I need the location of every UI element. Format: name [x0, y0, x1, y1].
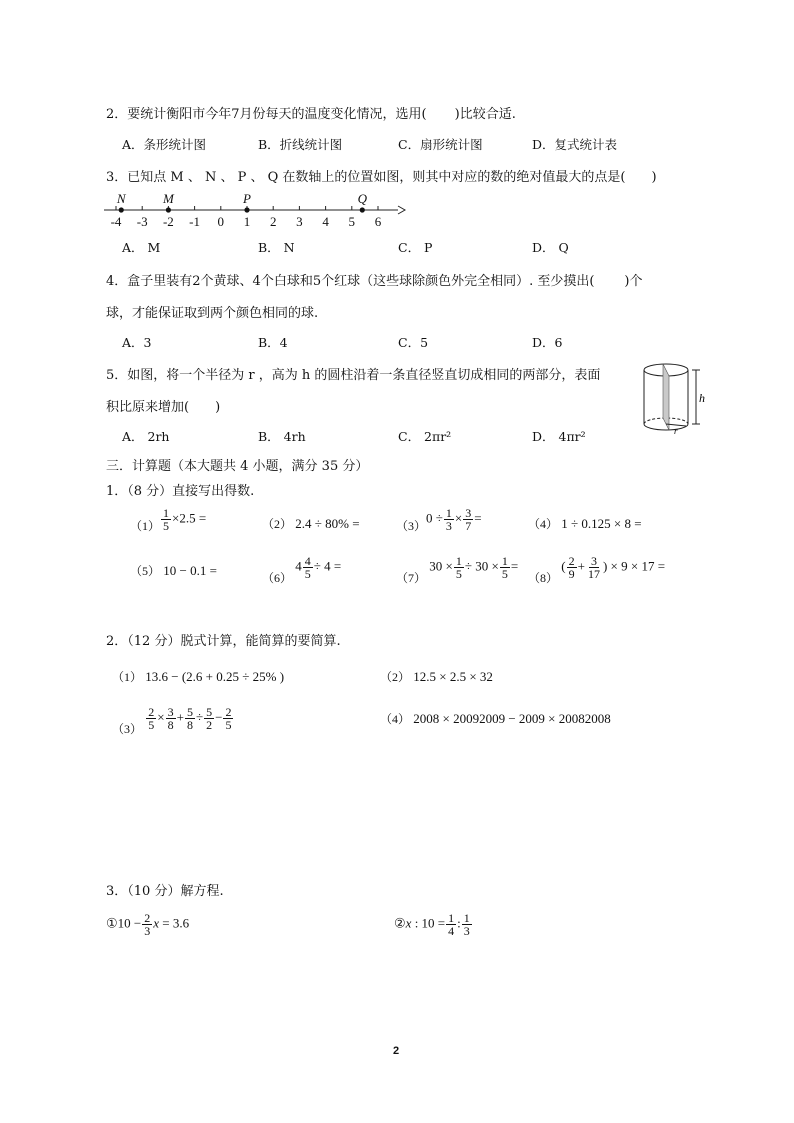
c1-item-6: （6） 4 $\frac{4}{5}$ ÷ 4 = — [262, 554, 342, 586]
q5-option-b[interactable]: B． 4rh — [258, 429, 306, 444]
number-line-tick-label: 6 — [374, 214, 382, 229]
q5-option-d[interactable]: D． 4πr² — [532, 429, 586, 444]
q4-option-b[interactable]: B．4 — [258, 335, 288, 350]
cylinder-height-label: h — [699, 391, 705, 405]
c2-item-1: （1） 13.6 − (2.6 + 0.25 ÷ 25% ) — [112, 669, 285, 684]
c1-item-1: （1） $\frac{1}{5}$ ×2.5 = — [130, 506, 207, 534]
c1-item-5-number: （5） — [130, 564, 161, 578]
number-line-tick-label: 0 — [217, 214, 225, 229]
q3-option-c[interactable]: C． P — [398, 240, 433, 255]
q4-option-a[interactable]: A．3 — [122, 335, 152, 350]
question-3-stem — [106, 166, 657, 185]
c2-item-3: （3） $\frac{2}{5}$ × $\frac{3}{8}$ + $\frac{5}{8}$ ÷ $\frac{5}{2}$ − $\frac{2}{5}$ — [112, 705, 232, 737]
q2-stem-end: )比较合适. — [454, 107, 516, 122]
number-line-arrow — [398, 206, 405, 214]
c2-item-3-number: （3） — [112, 722, 143, 737]
c3-equation-2: ②x : 10 = $\frac{1}{4}$ : $\frac{1}{3}$ — [394, 911, 470, 938]
question-2-stem — [106, 103, 516, 122]
c3-equation-2-number: ② — [394, 915, 406, 931]
question-5-stem: 5．如图，将一个半径为 r ，高为 h 的圆柱沿着一条直径竖直切成相同的两部分，表面 — [106, 368, 601, 383]
c1-item-2-number: （2） — [262, 517, 293, 531]
q3-stem-end: ) — [651, 170, 657, 185]
c2-title: 2．（12 分）脱式计算，能简算的要简算. — [106, 634, 341, 649]
q5-stem-text: 积比原来增加( — [106, 400, 190, 415]
c3-equation-1: ①10 − $\frac{2}{3}$ x = 3.6 — [106, 911, 190, 938]
q4-option-c[interactable]: C．5 — [398, 335, 429, 350]
c1-item-7-number: （7） — [396, 571, 427, 586]
c3-equation-1-number: ① — [106, 915, 118, 931]
cylinder-radius-label: r — [674, 426, 678, 436]
number-line-point-p — [244, 207, 249, 212]
c1-item-3: （3）0 ÷ $\frac{1}{3}$ × $\frac{3}{7}$ = — [396, 506, 482, 534]
q3-option-b[interactable]: B． N — [258, 240, 295, 255]
c2-item-2-number: （2） — [380, 670, 411, 684]
c1-item-5: （5） 10 − 0.1 = — [130, 563, 217, 578]
number-line-tick-label: -4 — [110, 214, 122, 229]
number-line-tick-label: -1 — [189, 214, 201, 229]
q2-option-a[interactable]: A．条形统计图 — [122, 137, 207, 152]
q2-option-c[interactable]: C．扇形统计图 — [398, 137, 483, 152]
q3-stem-text: 3．已知点 M 、 N 、 P 、 Q 在数轴上的位置如图，则其中对应的数的绝对值最大的点是( — [106, 170, 626, 185]
q4-stem-text: 4．盒子里装有2个黄球、4个白球和5个红球（这些球除颜色外完全相同）. 至少摸出( — [106, 274, 595, 289]
number-line-tick-label: 3 — [296, 214, 303, 229]
q3-option-d[interactable]: D． Q — [532, 240, 569, 255]
number-line-point-m — [166, 207, 171, 212]
number-line-tick-label: 4 — [322, 214, 329, 229]
c2-item-1-number: （1） — [112, 670, 143, 684]
c1-item-1-number: （1） — [130, 519, 161, 534]
q4-option-d[interactable]: D．6 — [532, 335, 563, 350]
number-line-point-label-q: Q — [357, 191, 367, 206]
c1-item-8: （8） ( $\frac{2}{9}$ + $\frac{3}{17}$ ) × 9 × 17 = — [528, 554, 666, 586]
page-number: 2 — [393, 1045, 400, 1057]
number-line-point-label-p: P — [243, 191, 251, 206]
q2-option-d[interactable]: D．复式统计表 — [532, 137, 618, 152]
q4-stem-line2: 球，才能保证取到两个颜色相同的球. — [106, 306, 319, 321]
c1-item-4-number: （4） — [528, 517, 559, 531]
c2-item-2: （2） 12.5 × 2.5 × 32 — [380, 669, 493, 684]
q5-stem-end: ) — [215, 400, 221, 415]
c1-item-6-number: （6） — [262, 571, 293, 586]
cylinder-figure — [636, 360, 716, 438]
c1-item-4: （4） 1 ÷ 0.125 × 8 = — [528, 516, 642, 531]
number-line-tick-label: 2 — [269, 214, 277, 229]
q3-option-a[interactable]: A． M — [122, 240, 161, 255]
number-line-tick-label: 1 — [243, 214, 251, 229]
c1-item-3-number: （3） — [396, 519, 427, 534]
q5-option-a[interactable]: A． 2rh — [122, 429, 170, 444]
q2-stem-text: 2．要统计衡阳市今年7月份每天的温度变化情况，选用( — [106, 107, 427, 122]
number-line-point-q — [360, 207, 365, 212]
number-line-point-label-n: N — [116, 191, 126, 206]
number-line-tick-label: -3 — [136, 214, 148, 229]
c1-item-7: （7） 30 × $\frac{1}{5}$ ÷ 30 × $\frac{1}{5}$ = — [396, 554, 519, 586]
section-3-title: 三．计算题（本大题共 4 小题，满分 35 分） — [106, 459, 369, 474]
q5-option-c[interactable]: C． 2πr² — [398, 429, 452, 444]
number-line-tick-label: -2 — [162, 214, 174, 229]
c1-item-2: （2） 2.4 ÷ 80% = — [262, 516, 360, 531]
c3-title: 3．（10 分）解方程. — [106, 884, 224, 899]
question-4-stem — [106, 270, 643, 289]
q2-option-b[interactable]: B．折线统计图 — [258, 137, 343, 152]
number-line-point-n — [119, 207, 124, 212]
number-line — [100, 188, 410, 232]
number-line-tick-label: 5 — [348, 214, 356, 229]
c1-title: 1．（8 分）直接写出得数. — [106, 484, 255, 499]
c1-item-8-number: （8） — [528, 571, 559, 586]
q4-stem-end: )个 — [624, 274, 643, 289]
number-line-point-label-m: M — [162, 191, 174, 206]
c2-item-4-number: （4） — [380, 712, 411, 726]
c2-item-4: （4） 2008 × 20092009 − 2009 × 20082008 — [380, 711, 611, 726]
question-5-stem-line2 — [106, 396, 220, 415]
